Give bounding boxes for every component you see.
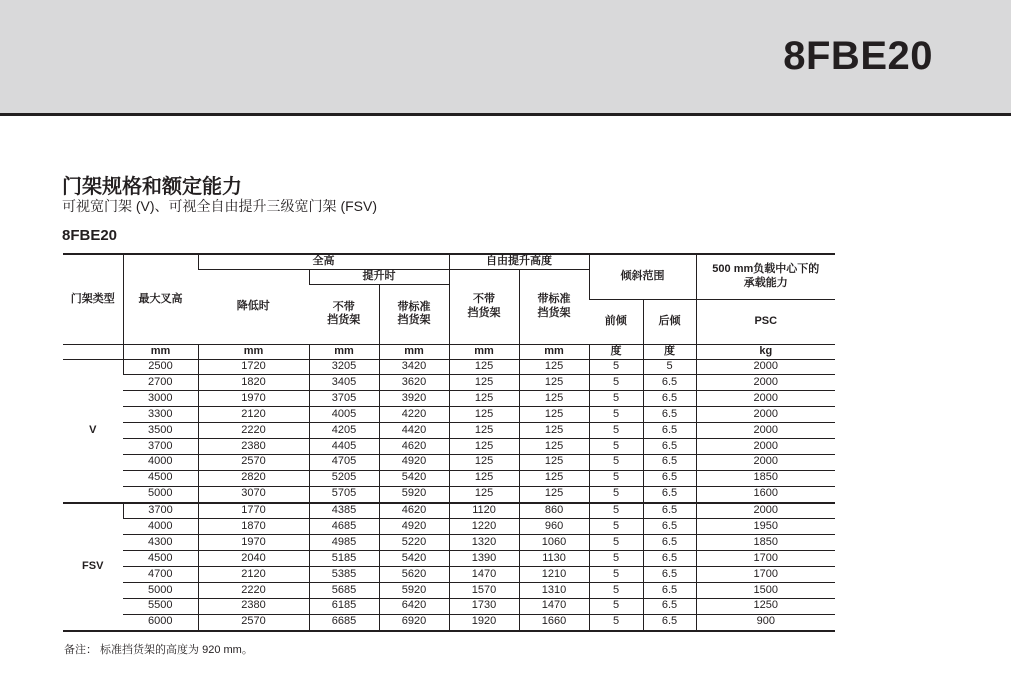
table-cell: 125	[519, 407, 589, 423]
table-row	[63, 438, 835, 454]
table-cell: 2120	[198, 407, 309, 423]
table-cell: 960	[519, 519, 589, 535]
table-cell: 1470	[449, 567, 519, 583]
section-title: 门架规格和额定能力	[62, 176, 242, 198]
footnote: 备注： 标准挡货架的高度为 920 mm。	[64, 644, 253, 656]
table-cell: 5685	[309, 582, 379, 598]
table-cell: 5	[589, 598, 643, 614]
table-cell: 5	[589, 470, 643, 486]
table-cell: 3620	[379, 375, 449, 391]
table-cell: 5185	[309, 551, 379, 567]
header-capacity: 500 mm负载中心下的 承载能力	[696, 254, 835, 299]
table-cell: 5	[589, 486, 643, 502]
table-row	[63, 359, 835, 375]
table-cell: 5	[589, 407, 643, 423]
table-cell: 5	[643, 359, 696, 375]
table-cell: 6.5	[643, 423, 696, 439]
table-cell: 1500	[696, 582, 835, 598]
table-cell: 2570	[198, 454, 309, 470]
table-cell: 3705	[309, 391, 379, 407]
table-cell: 5220	[379, 535, 449, 551]
table-cell: 6000	[123, 614, 198, 630]
unit-cell: mm	[309, 344, 379, 359]
table-cell: 5000	[123, 486, 198, 502]
table-row	[63, 567, 835, 583]
header-rule	[0, 113, 1011, 116]
table-cell: 5	[589, 375, 643, 391]
table-cell: 125	[449, 423, 519, 439]
unit-cell: 度	[643, 344, 696, 359]
table-cell: 6.5	[643, 438, 696, 454]
table-cell: 6.5	[643, 470, 696, 486]
table-cell: 2380	[198, 598, 309, 614]
table-cell: 2000	[696, 391, 835, 407]
table-row	[63, 535, 835, 551]
table-cell: 1250	[696, 598, 835, 614]
table-cell: 2120	[198, 567, 309, 583]
unit-cell: mm	[449, 344, 519, 359]
table-cell: 1950	[696, 519, 835, 535]
header-backward-tilt: 后倾	[643, 299, 696, 344]
table-cell: 6.5	[643, 551, 696, 567]
section-subtitle: 可视宽门架 (V)、可视全自由提升三级宽门架 (FSV)	[62, 198, 377, 214]
table-cell: 125	[449, 391, 519, 407]
table-cell: 6.5	[643, 567, 696, 583]
table-row	[63, 486, 835, 502]
table-cell: 125	[519, 391, 589, 407]
table-cell: 4985	[309, 535, 379, 551]
table-cell: 3300	[123, 407, 198, 423]
table-cell: 860	[519, 503, 589, 519]
unit-cell: 度	[589, 344, 643, 359]
table-cell: 6.5	[643, 503, 696, 519]
unit-cell: kg	[696, 344, 835, 359]
table-cell: 2500	[123, 359, 198, 375]
table-cell: 125	[519, 438, 589, 454]
table-cell: 125	[519, 423, 589, 439]
table-cell: 2000	[696, 375, 835, 391]
table-cell: 1660	[519, 614, 589, 630]
table-cell: 2220	[198, 582, 309, 598]
spec-table-body	[63, 359, 835, 631]
unit-cell: mm	[379, 344, 449, 359]
header-mast-type: 门架类型	[63, 254, 123, 344]
table-cell: 125	[449, 407, 519, 423]
header-extended-with-backrest: 带标准 挡货架	[379, 284, 449, 344]
table-cell: 3700	[123, 438, 198, 454]
table-cell: 6920	[379, 614, 449, 630]
table-cell: 2000	[696, 438, 835, 454]
table-cell: 125	[449, 470, 519, 486]
table-cell: 1820	[198, 375, 309, 391]
table-cell: 125	[449, 359, 519, 375]
table-cell: 125	[449, 375, 519, 391]
table-cell: 5385	[309, 567, 379, 583]
table-cell: 1970	[198, 391, 309, 407]
table-row	[63, 614, 835, 630]
table-cell: 1970	[198, 535, 309, 551]
table-row	[63, 519, 835, 535]
table-cell: 1720	[198, 359, 309, 375]
table-cell: 1470	[519, 598, 589, 614]
table-cell: 4405	[309, 438, 379, 454]
mast-group-label: V	[63, 359, 123, 503]
table-row	[63, 391, 835, 407]
header-free-lift-with-backrest: 带标准 挡货架	[519, 269, 589, 344]
unit-cell: mm	[519, 344, 589, 359]
table-cell: 5	[589, 359, 643, 375]
table-cell: 4000	[123, 519, 198, 535]
table-cell: 1700	[696, 567, 835, 583]
unit-cell: mm	[123, 344, 198, 359]
table-cell: 1310	[519, 582, 589, 598]
table-cell: 125	[449, 454, 519, 470]
table-cell: 5920	[379, 582, 449, 598]
table-cell: 1850	[696, 535, 835, 551]
table-cell: 5000	[123, 582, 198, 598]
table-cell: 6.5	[643, 454, 696, 470]
table-cell: 4385	[309, 503, 379, 519]
table-cell: 3205	[309, 359, 379, 375]
table-row	[63, 582, 835, 598]
table-cell: 1730	[449, 598, 519, 614]
table-cell: 5420	[379, 551, 449, 567]
table-cell: 1570	[449, 582, 519, 598]
table-cell: 5420	[379, 470, 449, 486]
header-overall-height: 全高	[198, 254, 449, 269]
table-row	[63, 423, 835, 439]
table-cell: 4685	[309, 519, 379, 535]
table-cell: 5705	[309, 486, 379, 502]
table-row	[63, 375, 835, 391]
table-cell: 2000	[696, 503, 835, 519]
header-extended-without-backrest: 不带 挡货架	[327, 300, 361, 327]
model-title: 8FBE20	[783, 34, 933, 78]
table-cell: 6685	[309, 614, 379, 630]
table-cell: 6.5	[643, 598, 696, 614]
table-cell: 4705	[309, 454, 379, 470]
table-cell: 1700	[696, 551, 835, 567]
table-cell: 1210	[519, 567, 589, 583]
table-cell: 6.5	[643, 582, 696, 598]
table-cell: 6.5	[643, 535, 696, 551]
spec-table	[63, 253, 835, 632]
table-cell: 6420	[379, 598, 449, 614]
table-cell: 5500	[123, 598, 198, 614]
table-cell: 1600	[696, 486, 835, 502]
table-cell: 4205	[309, 423, 379, 439]
table-cell: 2220	[198, 423, 309, 439]
table-cell: 2000	[696, 407, 835, 423]
mast-group-label: FSV	[63, 503, 123, 631]
table-cell: 4420	[379, 423, 449, 439]
table-cell: 5920	[379, 486, 449, 502]
table-cell: 2000	[696, 359, 835, 375]
table-cell: 4920	[379, 519, 449, 535]
table-cell: 1120	[449, 503, 519, 519]
table-cell: 125	[519, 375, 589, 391]
header-free-lift-without-backrest: 不带 挡货架	[449, 269, 519, 344]
table-cell: 4700	[123, 567, 198, 583]
table-cell: 4500	[123, 551, 198, 567]
header-free-lift: 自由提升高度	[449, 254, 589, 269]
header-max-fork-height: 最大叉高	[123, 254, 198, 344]
table-row	[63, 598, 835, 614]
table-cell: 4220	[379, 407, 449, 423]
table-row	[63, 407, 835, 423]
table-cell: 1920	[449, 614, 519, 630]
table-cell: 4620	[379, 503, 449, 519]
table-cell: 5	[589, 567, 643, 583]
table-cell: 1130	[519, 551, 589, 567]
table-cell: 5	[589, 503, 643, 519]
table-cell: 4000	[123, 454, 198, 470]
table-cell: 5620	[379, 567, 449, 583]
table-cell: 6.5	[643, 407, 696, 423]
table-cell: 3420	[379, 359, 449, 375]
table-cell: 3700	[123, 503, 198, 519]
table-cell: 5	[589, 454, 643, 470]
table-cell: 1770	[198, 503, 309, 519]
table-cell: 125	[519, 486, 589, 502]
table-cell: 5	[589, 391, 643, 407]
table-cell: 6185	[309, 598, 379, 614]
table-cell: 3405	[309, 375, 379, 391]
table-cell: 2820	[198, 470, 309, 486]
table-cell: 3070	[198, 486, 309, 502]
table-cell: 6.5	[643, 519, 696, 535]
table-cell: 5	[589, 438, 643, 454]
table-cell: 4500	[123, 470, 198, 486]
table-cell: 125	[449, 438, 519, 454]
table-cell: 2570	[198, 614, 309, 630]
table-cell: 5	[589, 614, 643, 630]
table-cell: 3920	[379, 391, 449, 407]
table-cell: 6.5	[643, 391, 696, 407]
table-row	[63, 454, 835, 470]
table-cell: 125	[519, 454, 589, 470]
table-cell: 2040	[198, 551, 309, 567]
table-cell: 1870	[198, 519, 309, 535]
table-cell: 4005	[309, 407, 379, 423]
table-cell: 4620	[379, 438, 449, 454]
table-cell: 2000	[696, 423, 835, 439]
table-cell: 4920	[379, 454, 449, 470]
table-cell: 5205	[309, 470, 379, 486]
table-cell: 125	[519, 359, 589, 375]
unit-cell-empty	[63, 344, 123, 359]
table-cell: 1850	[696, 470, 835, 486]
table-cell: 5	[589, 551, 643, 567]
table-cell: 125	[449, 486, 519, 502]
table-cell: 2380	[198, 438, 309, 454]
table-cell: 3500	[123, 423, 198, 439]
table-cell: 900	[696, 614, 835, 630]
table-cell: 4300	[123, 535, 198, 551]
table-cell: 2700	[123, 375, 198, 391]
unit-cell: mm	[198, 344, 309, 359]
table-cell: 6.5	[643, 375, 696, 391]
table-cell: 5	[589, 582, 643, 598]
header-lowered: 降低时	[236, 299, 270, 312]
table-cell: 5	[589, 423, 643, 439]
table-cell: 1390	[449, 551, 519, 567]
table-cell: 1220	[449, 519, 519, 535]
table-label: 8FBE20	[62, 227, 118, 244]
table-cell: 3000	[123, 391, 198, 407]
table-cell: 5	[589, 535, 643, 551]
table-row	[63, 503, 835, 519]
table-row	[63, 470, 835, 486]
header-extended: 提升时	[309, 269, 449, 284]
table-cell: 5	[589, 519, 643, 535]
header-psc: PSC	[696, 299, 835, 344]
header-forward-tilt: 前倾	[604, 314, 627, 327]
header-tilt-range: 倾斜范围	[589, 254, 696, 299]
table-cell: 1320	[449, 535, 519, 551]
table-cell: 6.5	[643, 614, 696, 630]
table-row	[63, 551, 835, 567]
table-cell: 6.5	[643, 486, 696, 502]
table-cell: 2000	[696, 454, 835, 470]
table-cell: 1060	[519, 535, 589, 551]
table-cell: 125	[519, 470, 589, 486]
